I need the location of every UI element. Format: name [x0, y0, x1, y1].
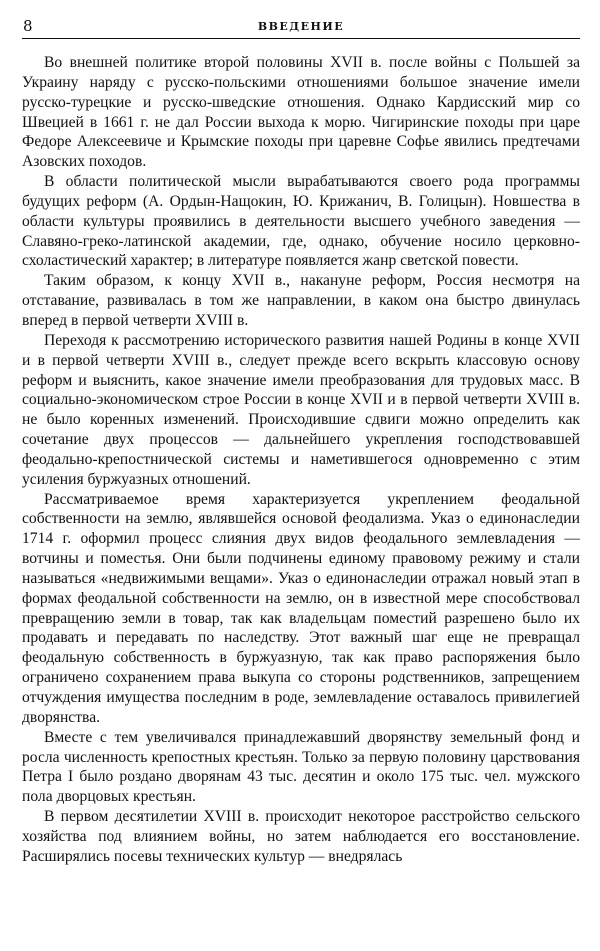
- page-number: 8: [23, 17, 33, 35]
- paragraph-political-thought: В области политической мысли вырабатываются своего рода программы будущих реформ (А. Ордын-Нащокин, Ю. Крижанич, В. Голицын). Новшества в области культуры проявились в деятельности высшего учебного заведения — Славяно-греко-латинской академии, где, однако, обучение носило церковно-схоластический характер; в литературе появляется жанр светской повести.: [22, 173, 580, 270]
- section-title: ВВЕДЕНИЕ: [257, 20, 345, 33]
- running-head: [22, 16, 580, 39]
- paragraph-land-ownership: Рассматриваемое время характеризуется укреплением феодальной собственности на землю, являвшейся основой феодализма. Указ о единонаследии 1714 г. оформил процесс слияния двух видов феодального землевладения — вотчины и поместья. Они были подчинены единому правовому режиму и стали называться «недвижимыми вещами». Указ о единонаследии отражал новый этап в формах феодальной собственности на землю, он в известной мере способствовал превращению земли в товар, так как владельцам поместий разрешено было их продавать и передавать по наследству. Этот важный шаг еще не превращал феодальную собственность в буржуазную, так как право распоряжения было ограничено сохранением права выкупа со стороны родственников, запрещением отчуждения имущества последним в роде, землевладение оставалось привилегией дворянства.: [22, 490, 580, 726]
- paragraph-agriculture: В первом десятилетии XVIII в. происходит некоторое расстройство сельского хозяйства под влиянием войны, но затем наблюдается его восстановление. Расширялись посевы технических культур — внедрялась: [22, 808, 580, 865]
- paragraph-class-basis: Переходя к рассмотрению исторического развития нашей Родины в конце XVII и в первой четверти XVIII в., следует прежде всего вскрыть классовую основу реформ и выяснить, какое значение имели преобразования для трудовых масс. В социально-экономическом строе России в конце XVII и в первой четверти XVIII в. не было коренных изменений. Происходившие сдвиги можно определить как сочетание двух процессов — дальнейшего укрепления господствовавшей феодально-крепостнической системы и наметившегося одновременно с этим усиления буржуазных отношений.: [22, 331, 580, 488]
- paragraph-land-fund: Вместе с тем увеличивался принадлежавший дворянству земельный фонд и росла численность крепостных крестьян. Только за первую половину царствования Петра I было роздано дворянам 43 тыс. десятин и около 175 тыс. чел. мужского пола дворцовых крестьян.: [22, 728, 580, 806]
- paragraph-foreign-policy: Во внешней политике второй половины XVII в. после войны с Польшей за Украину наряду с русско-польскими отношениями большое значение имели русско-турецкие и русско-шведские отношения. Однако Кардисский мир со Швецией в 1661 г. не дал России выхода к морю. Чигиринские походы при царе Федоре Алексеевиче и Крымские походы при царевне Софье явились предтечами Азовских походов.: [22, 54, 580, 171]
- paragraph-summary: Таким образом, к концу XVII в., накануне реформ, Россия несмотря на отставание, развивалась в том же направлении, в каком она быстро двинулась вперед в первой четверти XVIII в.: [22, 272, 580, 329]
- body-text: [22, 53, 580, 867]
